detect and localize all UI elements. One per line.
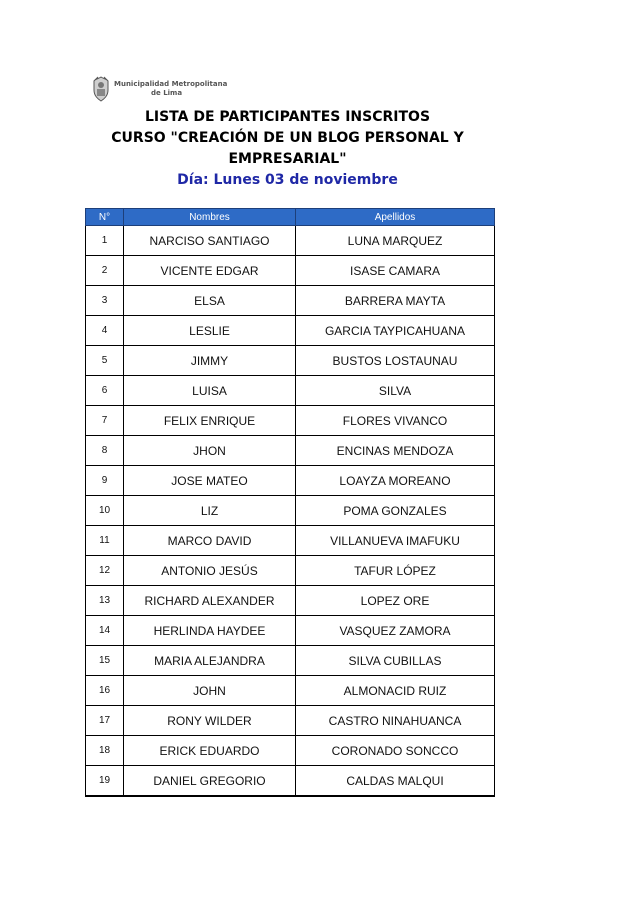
table-row bbox=[86, 346, 495, 376]
row-number: 1 bbox=[86, 226, 124, 256]
row-number: 11 bbox=[86, 526, 124, 556]
document-title-block bbox=[80, 107, 495, 191]
participant-surnames: LOAYZA MOREANO bbox=[296, 466, 495, 496]
table-row bbox=[86, 766, 495, 797]
column-header-names: Nombres bbox=[124, 209, 296, 226]
participant-first-names: ELSA bbox=[124, 286, 296, 316]
participant-first-names: DANIEL GREGORIO bbox=[124, 766, 296, 797]
participant-first-names: JIMMY bbox=[124, 346, 296, 376]
table-row bbox=[86, 556, 495, 586]
organization-name bbox=[114, 80, 227, 98]
table-row bbox=[86, 226, 495, 256]
municipality-logo bbox=[92, 73, 227, 105]
row-number: 5 bbox=[86, 346, 124, 376]
organization-name-line1: Municipalidad Metropolitana bbox=[114, 80, 228, 88]
participant-first-names: RICHARD ALEXANDER bbox=[124, 586, 296, 616]
organization-name-line2: de Lima bbox=[151, 89, 183, 97]
participant-surnames: CALDAS MALQUI bbox=[296, 766, 495, 797]
participant-first-names: NARCISO SANTIAGO bbox=[124, 226, 296, 256]
participant-surnames: SILVA CUBILLAS bbox=[296, 646, 495, 676]
row-number: 9 bbox=[86, 466, 124, 496]
participant-first-names: ERICK EDUARDO bbox=[124, 736, 296, 766]
participant-surnames: VILLANUEVA IMAFUKU bbox=[296, 526, 495, 556]
participants-table bbox=[85, 208, 495, 797]
table-row bbox=[86, 286, 495, 316]
title-line-2: CURSO "CREACIÓN DE UN BLOG PERSONAL Y bbox=[111, 130, 464, 146]
participant-first-names: JOHN bbox=[124, 676, 296, 706]
table-row bbox=[86, 256, 495, 286]
table-row bbox=[86, 646, 495, 676]
participant-surnames: TAFUR LÓPEZ bbox=[296, 556, 495, 586]
table-row bbox=[86, 616, 495, 646]
participant-first-names: LUISA bbox=[124, 376, 296, 406]
table-row bbox=[86, 466, 495, 496]
participant-surnames: SILVA bbox=[296, 376, 495, 406]
title-line-1: LISTA DE PARTICIPANTES INSCRITOS bbox=[144, 109, 431, 125]
table-row bbox=[86, 406, 495, 436]
table-row bbox=[86, 436, 495, 466]
column-header-surnames: Apellidos bbox=[296, 209, 495, 226]
participant-surnames: POMA GONZALES bbox=[296, 496, 495, 526]
table-row bbox=[86, 376, 495, 406]
row-number: 6 bbox=[86, 376, 124, 406]
table-row bbox=[86, 706, 495, 736]
table-header-row bbox=[86, 209, 495, 226]
participant-first-names: LESLIE bbox=[124, 316, 296, 346]
row-number: 16 bbox=[86, 676, 124, 706]
participant-surnames: FLORES VIVANCO bbox=[296, 406, 495, 436]
row-number: 4 bbox=[86, 316, 124, 346]
participant-surnames: VASQUEZ ZAMORA bbox=[296, 616, 495, 646]
column-header-number: N° bbox=[86, 209, 124, 226]
table-row bbox=[86, 526, 495, 556]
course-date: Día: Lunes 03 de noviembre bbox=[177, 172, 398, 188]
row-number: 8 bbox=[86, 436, 124, 466]
participant-surnames: ALMONACID RUIZ bbox=[296, 676, 495, 706]
participant-surnames: BUSTOS LOSTAUNAU bbox=[296, 346, 495, 376]
row-number: 10 bbox=[86, 496, 124, 526]
row-number: 13 bbox=[86, 586, 124, 616]
table-row bbox=[86, 586, 495, 616]
participant-first-names: VICENTE EDGAR bbox=[124, 256, 296, 286]
participant-first-names: MARIA ALEJANDRA bbox=[124, 646, 296, 676]
participant-surnames: CORONADO SONCCO bbox=[296, 736, 495, 766]
participant-first-names: JOSE MATEO bbox=[124, 466, 296, 496]
row-number: 19 bbox=[86, 766, 124, 797]
participant-surnames: LUNA MARQUEZ bbox=[296, 226, 495, 256]
coat-of-arms-icon bbox=[92, 76, 110, 102]
participant-surnames: ENCINAS MENDOZA bbox=[296, 436, 495, 466]
row-number: 12 bbox=[86, 556, 124, 586]
row-number: 3 bbox=[86, 286, 124, 316]
participant-first-names: JHON bbox=[124, 436, 296, 466]
participant-first-names: FELIX ENRIQUE bbox=[124, 406, 296, 436]
row-number: 17 bbox=[86, 706, 124, 736]
table-row bbox=[86, 316, 495, 346]
participant-first-names: RONY WILDER bbox=[124, 706, 296, 736]
row-number: 14 bbox=[86, 616, 124, 646]
participant-surnames: CASTRO NINAHUANCA bbox=[296, 706, 495, 736]
participant-surnames: BARRERA MAYTA bbox=[296, 286, 495, 316]
participant-first-names: ANTONIO JESÚS bbox=[124, 556, 296, 586]
title-line-3: EMPRESARIAL" bbox=[228, 151, 347, 167]
table-row bbox=[86, 736, 495, 766]
row-number: 7 bbox=[86, 406, 124, 436]
participant-first-names: MARCO DAVID bbox=[124, 526, 296, 556]
participant-first-names: HERLINDA HAYDEE bbox=[124, 616, 296, 646]
participant-surnames: LOPEZ ORE bbox=[296, 586, 495, 616]
table-row bbox=[86, 676, 495, 706]
row-number: 18 bbox=[86, 736, 124, 766]
participant-surnames: ISASE CAMARA bbox=[296, 256, 495, 286]
row-number: 15 bbox=[86, 646, 124, 676]
participant-first-names: LIZ bbox=[124, 496, 296, 526]
participant-surnames: GARCIA TAYPICAHUANA bbox=[296, 316, 495, 346]
row-number: 2 bbox=[86, 256, 124, 286]
table-row bbox=[86, 496, 495, 526]
